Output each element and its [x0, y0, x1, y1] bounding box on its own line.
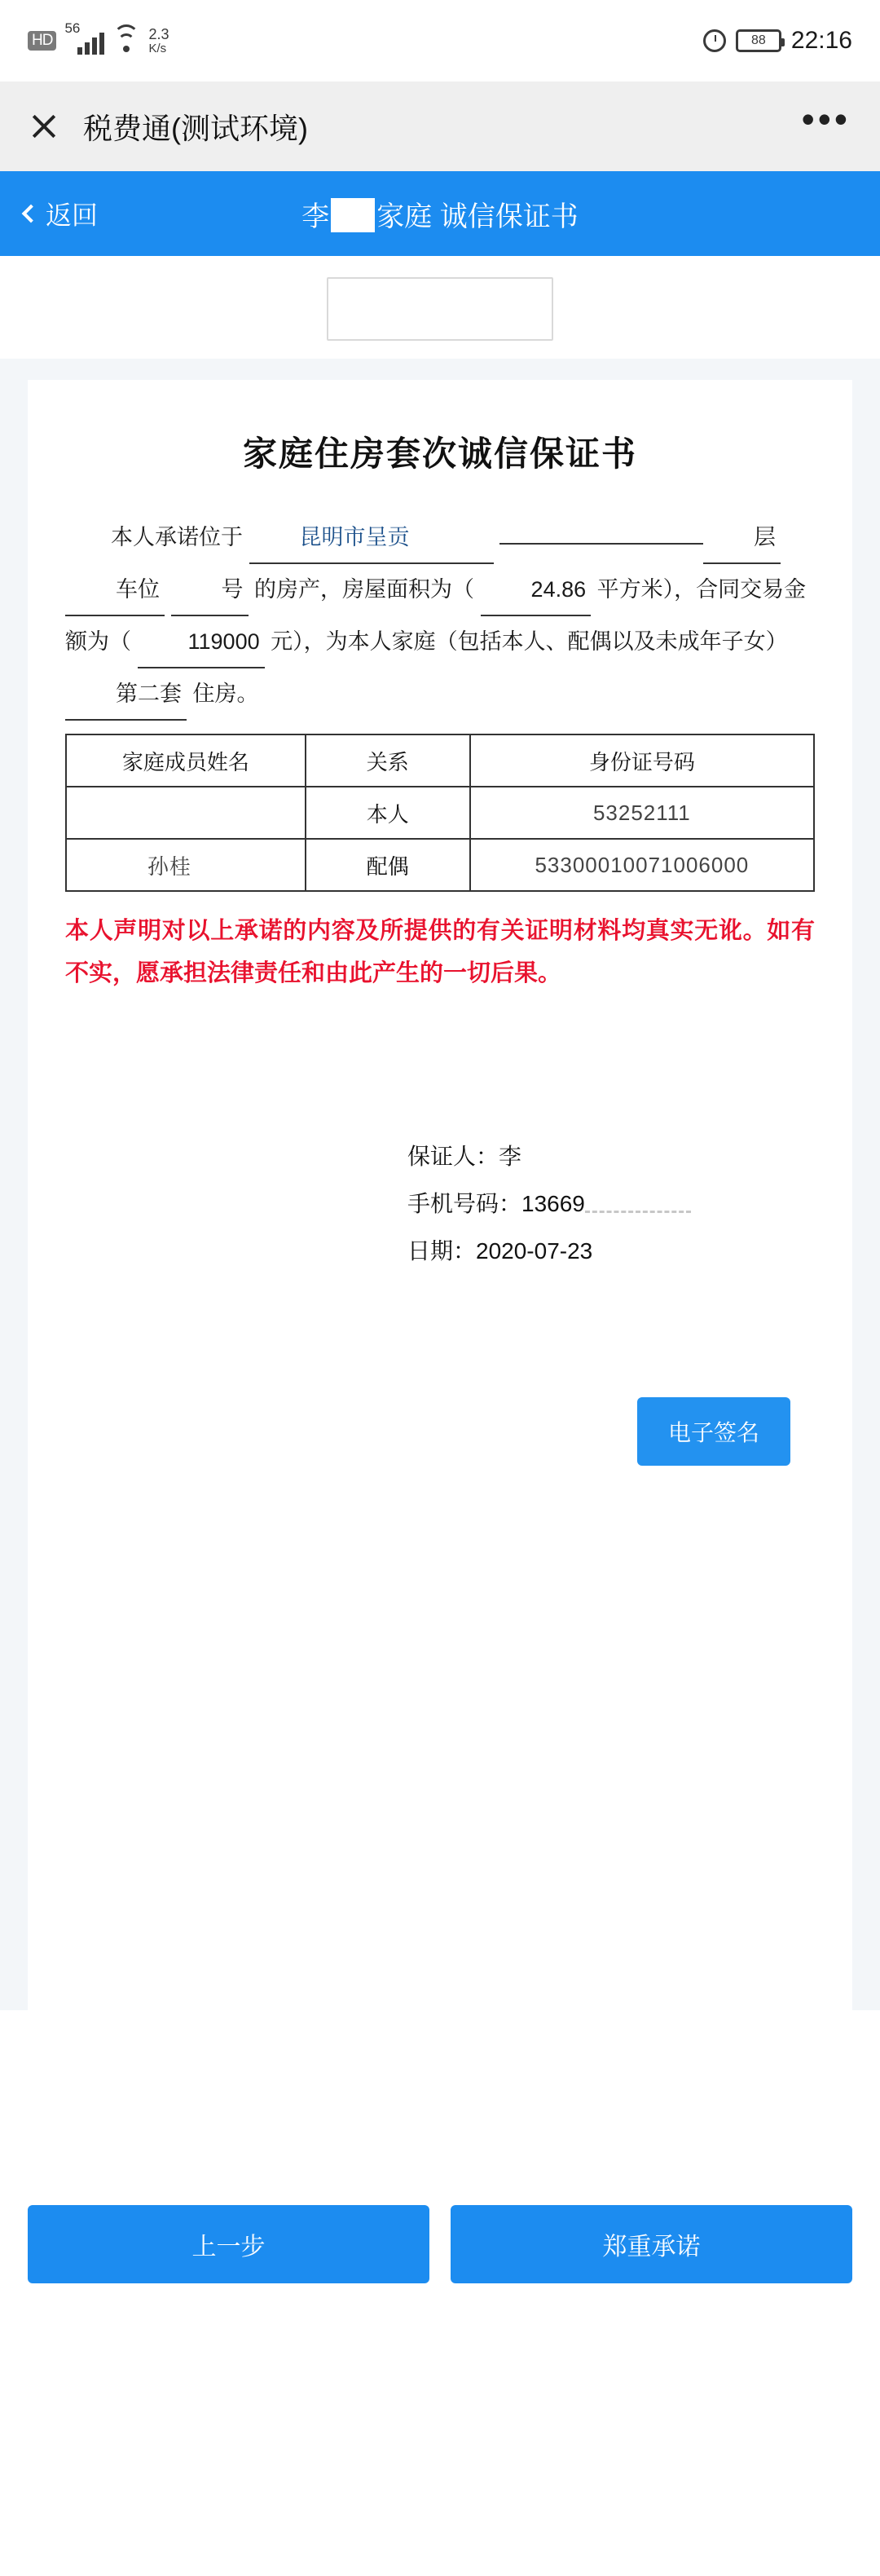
member-name-value-1: 孙桂 [147, 854, 191, 879]
paragraph-text-3: 平方米），合同交易金额为（ [65, 577, 807, 654]
alarm-icon [703, 29, 726, 52]
page-title-suffix: 家庭 诚信保证书 [376, 201, 579, 232]
phone-value: 13669 [521, 1191, 585, 1216]
table-row [66, 787, 814, 839]
prev-step-button[interactable]: 上一步 [28, 2205, 429, 2283]
chevron-left-icon [22, 205, 41, 223]
esign-button[interactable]: 电子签名 [637, 1397, 790, 1466]
page-title [0, 194, 880, 234]
member-relation-1: 配偶 [306, 839, 470, 891]
more-dots-icon[interactable]: ••• [801, 97, 851, 140]
address-spacer [499, 543, 703, 545]
top-placeholder-card [327, 277, 553, 341]
member-id-1: 53300010071006000 [470, 839, 814, 891]
signer-line [407, 1133, 815, 1180]
redaction-mask [161, 802, 210, 823]
status-bar-right [703, 27, 852, 55]
table-header-row [66, 734, 814, 787]
column-header-name: 家庭成员姓名 [66, 734, 306, 787]
back-label: 返回 [46, 201, 99, 230]
declaration-warning: 本人声明对以上承诺的内容及所提供的有关证明材料均真实无讹。如有不实，愿承担法律责任和由此产生的一切后果。 [65, 918, 815, 986]
paragraph-text-5: 住房。 [192, 681, 259, 706]
status-bar [0, 0, 880, 82]
date-value: 2020-07-23 [476, 1238, 593, 1264]
footer-spacer [0, 2090, 880, 2168]
member-id-value-0: 53252111 [592, 800, 691, 825]
paragraph-text-2: 的房产，房屋面积为（ [254, 577, 475, 602]
esign-row [65, 1397, 815, 1466]
app-title: 税费通(测试环境) [83, 111, 308, 145]
house-order-value[interactable]: 第二套 [65, 668, 187, 721]
date-label: 日期： [407, 1238, 477, 1264]
app-bar-left [29, 106, 308, 148]
signal-bars-icon [77, 32, 104, 55]
hd-icon: HD [28, 31, 56, 51]
document-scroll-area[interactable] [0, 359, 880, 2010]
redaction-mask [191, 856, 224, 877]
network-speed-unit: K/s [148, 41, 167, 55]
commitment-document [28, 380, 852, 2010]
table-row [66, 839, 814, 891]
floor-field[interactable]: 层 [703, 512, 781, 564]
phone-line [407, 1180, 815, 1228]
paragraph-text-1: 本人承诺位于 [111, 525, 243, 549]
room-field[interactable]: 号 [171, 564, 249, 616]
battery-icon [736, 29, 781, 52]
document-title: 家庭住房套次诚信保证书 [242, 434, 637, 473]
close-icon[interactable] [29, 112, 59, 141]
submit-commitment-button[interactable]: 郑重承诺 [451, 2205, 852, 2283]
redaction-mask [585, 1195, 691, 1213]
footer-bar [0, 2168, 880, 2320]
member-name-1 [66, 839, 306, 891]
status-bar-left [28, 20, 169, 55]
member-relation-0: 本人 [306, 787, 470, 839]
area-value[interactable]: 24.86 [481, 564, 592, 616]
network-speed-value: 2.3 [148, 25, 169, 42]
back-button[interactable] [24, 195, 98, 232]
member-id-value-1: 5330 [535, 852, 586, 877]
parking-field[interactable]: 车位 [65, 564, 165, 616]
signal-number: 56 [64, 20, 81, 36]
column-header-id: 身份证号码 [470, 734, 814, 787]
amount-value[interactable]: 119000 [138, 616, 265, 668]
page-title-prefix: 李 [301, 201, 330, 232]
redaction-mask [331, 198, 375, 232]
paragraph-text-4: 元），为本人家庭（包括本人、配偶以及未成年子女） [271, 629, 788, 654]
top-card-area [0, 256, 880, 359]
address-field[interactable]: 昆明市呈贡 [249, 512, 494, 564]
signature-block [65, 1133, 815, 1275]
column-header-relation: 关系 [306, 734, 470, 787]
battery-level: 88 [751, 33, 766, 47]
wifi-icon [112, 29, 140, 52]
phone-label: 手机号码： [407, 1191, 522, 1216]
network-speed [148, 27, 169, 55]
app-bar [0, 82, 880, 171]
family-members-table [65, 734, 815, 892]
clock-time: 22:16 [790, 27, 852, 54]
date-line [407, 1228, 815, 1275]
signer-label: 保证人： [407, 1144, 499, 1169]
signal-strength-icon [64, 20, 104, 55]
member-id-0 [470, 787, 814, 839]
nav-bar [0, 171, 880, 256]
commitment-paragraph [65, 512, 815, 721]
signer-name: 李 [499, 1144, 522, 1169]
member-name-0 [66, 787, 306, 839]
